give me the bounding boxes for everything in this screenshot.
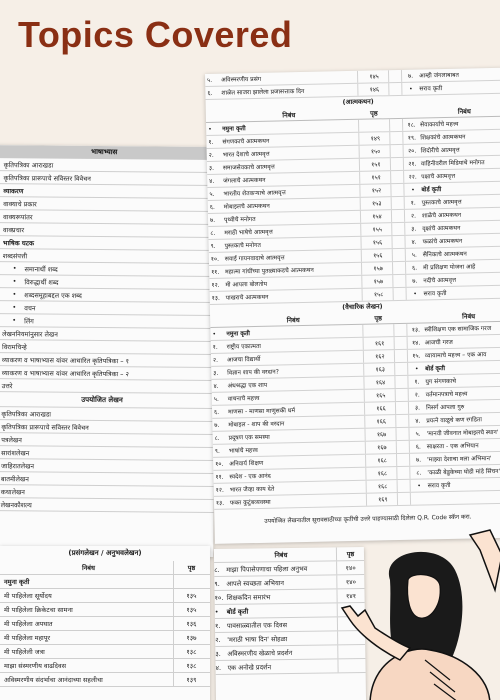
page-title: Topics Covered bbox=[18, 14, 293, 55]
item-title: भाषांचे महत्त्व bbox=[228, 446, 258, 455]
item-number-2: ६. bbox=[409, 440, 425, 452]
item-page: १६८ bbox=[365, 467, 397, 480]
item-title: संगणकाचे आत्मकथन bbox=[222, 137, 270, 146]
item-title: आजचा विद्यार्थी bbox=[226, 355, 261, 364]
item-page: १६२ bbox=[363, 350, 395, 363]
item-title-2: पक्षाचे आत्मवृत्त bbox=[421, 172, 456, 181]
item-title: पावसाळ्यातील एक दिवस bbox=[226, 621, 288, 630]
item-title: मी पाहिलेला महापूर bbox=[4, 634, 51, 642]
item-number: ६. bbox=[209, 203, 215, 211]
item-number-2: ३. bbox=[404, 223, 420, 235]
item-title: मी पाहिलेला सूर्योदय bbox=[4, 592, 52, 600]
column-header-essay: निबंध bbox=[286, 316, 300, 325]
item-number-2: • bbox=[403, 184, 419, 196]
item-number: • bbox=[214, 607, 219, 616]
list-item: पत्रलेखन bbox=[0, 433, 214, 448]
item-page: १३६ bbox=[173, 617, 209, 630]
item-number: ५. bbox=[207, 76, 213, 84]
item-number: ५. bbox=[213, 395, 219, 403]
list-item: वाक्याचे प्रकार bbox=[0, 197, 216, 212]
item-title: माझा संस्मरणीय वाढदिवस bbox=[4, 662, 67, 670]
table-row bbox=[0, 631, 210, 645]
item-title: मी पाहिलेला अपघात bbox=[4, 620, 53, 628]
item-page: १३७ bbox=[173, 631, 209, 644]
item-number: ८. bbox=[214, 565, 220, 575]
column-header-page: पृष्ठ bbox=[374, 314, 383, 323]
applied-writing-section-title: उपयोजित लेखन bbox=[0, 392, 215, 409]
item-title: जंगलाचे आत्मकथन bbox=[223, 176, 266, 185]
item-number-2: ३. bbox=[408, 401, 424, 413]
table-row bbox=[0, 603, 210, 617]
item-title: आपले स्वच्छता अभियान bbox=[226, 579, 285, 588]
item-number: ९. bbox=[214, 579, 220, 589]
item-number-2: १९. bbox=[402, 132, 418, 144]
item-number: ९. bbox=[214, 447, 221, 455]
item-title: भारतीय शेतकऱ्याचे आत्मवृत्त bbox=[223, 189, 286, 198]
section-label-narrative: (प्रसंगलेखन / अनुभवलेखन) bbox=[68, 549, 142, 557]
table-row bbox=[0, 673, 210, 687]
item-number: १०. bbox=[210, 255, 220, 263]
item-title-2: 'काळी बेडूकेच्या घोडी मांडे सिंचन' bbox=[427, 467, 500, 477]
table-row bbox=[0, 645, 210, 659]
list-item: कृतिपत्रिका प्रारूपाचे सविस्तर विवेचन bbox=[0, 420, 214, 435]
item-page: १४६ bbox=[357, 83, 389, 96]
item-number-2: २२. bbox=[403, 171, 419, 183]
item-page: १६८ bbox=[366, 480, 398, 493]
item-number-2: ६. bbox=[405, 262, 421, 274]
item-title-2: प्रयत्ने वाळूचे कण रगडिता bbox=[426, 416, 482, 425]
list-item: • विरुद्धार्थी शब्द bbox=[0, 275, 216, 290]
grammar-topics-sheet bbox=[0, 145, 217, 557]
item-number-2: २. bbox=[404, 210, 420, 222]
item-number-2: २१. bbox=[403, 158, 419, 170]
item-page: १४० bbox=[336, 575, 364, 588]
item-number: ४. bbox=[215, 663, 222, 673]
grammar-section-title: भाषाभ्यास bbox=[0, 145, 217, 160]
item-title: अंधश्रद्धा एक शाप bbox=[227, 381, 268, 390]
item-title-2: बोर्ड कृती bbox=[421, 186, 442, 194]
item-title: विज्ञान शाप की वरदान? bbox=[227, 368, 279, 377]
item-number: १३. bbox=[215, 499, 225, 507]
item-title-2 bbox=[426, 497, 500, 499]
item-title-2: मी प्रशिक्षण योजना आहे bbox=[423, 263, 476, 272]
list-item: • लिंग bbox=[0, 314, 215, 329]
item-number-2: ४. bbox=[408, 414, 424, 426]
qr-code-note: उपयोजित लेखनातील सुरावसाठीच्या कृतींची उत्तरे पाहण्यासाठी दिलेला Q.R. Code स्कॅन करा. bbox=[264, 513, 472, 525]
item-page: १५७ bbox=[361, 275, 393, 288]
item-number: ७. bbox=[209, 216, 216, 224]
item-title: भारत देशाचे आत्मवृत्त bbox=[222, 150, 270, 159]
item-page: १४१ bbox=[336, 589, 364, 602]
list-item: वाक्प्रचार bbox=[0, 223, 216, 238]
item-number: १. bbox=[214, 621, 221, 631]
item-page: १३५ bbox=[173, 603, 209, 616]
item-title-2: साक्षरता - एक अभियान bbox=[426, 442, 479, 451]
item-title: स्वदेश - एक आनंद bbox=[229, 472, 271, 481]
list-item: • समानार्थी शब्द bbox=[0, 262, 216, 277]
item-title: पुस्तकाचे मनोगत bbox=[224, 241, 261, 250]
item-page: १५१ bbox=[359, 158, 391, 171]
item-page: १३८ bbox=[173, 659, 209, 672]
item-number-2: १. bbox=[407, 375, 423, 387]
list-item: शब्दसंपत्ती bbox=[0, 249, 216, 264]
item-title: एक अनोखे प्रदर्शन bbox=[227, 663, 272, 672]
item-title: समाजसेवकाचे आत्मवृत्त bbox=[222, 163, 275, 172]
item-number-2: ७. bbox=[405, 275, 421, 287]
item-number-2: १५. bbox=[407, 349, 423, 361]
item-title-2: सैनिकाचे आत्मकथन bbox=[422, 250, 467, 259]
item-title: मी पाहिलेली जत्रा bbox=[4, 648, 45, 656]
item-number: १२. bbox=[211, 281, 220, 289]
item-page: १६७ bbox=[365, 441, 397, 454]
item-number: ८. bbox=[210, 229, 216, 237]
item-number-2: १८. bbox=[402, 119, 418, 131]
item-title-2: निसर्ग आपला गुरु bbox=[425, 403, 465, 412]
item-number: ६. bbox=[207, 89, 213, 97]
item-number: ४. bbox=[213, 382, 219, 390]
item-page: १३८ bbox=[173, 645, 209, 658]
item-title: अविस्मरणीय प्रसंग bbox=[221, 75, 262, 84]
item-page: १६३ bbox=[363, 363, 395, 376]
item-title-2: सराव कृती bbox=[423, 289, 447, 298]
woman-pointing-illustration bbox=[330, 510, 500, 700]
list-item: सारांशलेखन bbox=[0, 446, 214, 461]
list-item: • वचन bbox=[0, 301, 215, 316]
table-row bbox=[0, 617, 210, 631]
item-page: १५२ bbox=[359, 184, 391, 197]
item-title: नमुना कृती bbox=[222, 125, 246, 133]
list-item: जाहिरातलेखन bbox=[0, 459, 214, 474]
list-item: वाक्यरूपांतर bbox=[0, 210, 216, 225]
item-title: सवाई गायनवादाचे आत्मवृत्त bbox=[224, 254, 285, 263]
item-title-2: शाळेचे आत्मकथन bbox=[421, 211, 462, 220]
item-page bbox=[358, 119, 390, 132]
item-number: ३. bbox=[208, 164, 215, 172]
item-number: २. bbox=[212, 356, 219, 364]
list-item: बातमीलेखन bbox=[0, 472, 214, 487]
item-title: पृथ्वीचे मनोगत bbox=[223, 215, 256, 224]
column-header-essay: निबंध bbox=[82, 564, 95, 572]
item-title-2: 'मानवी जीवनात मोबाइलचे स्थान' bbox=[426, 428, 499, 438]
item-page: १५४ bbox=[360, 210, 392, 223]
section-label-autobiography: (आत्मकथन) bbox=[342, 97, 374, 107]
item-title: वाचनाचे महत्त्व bbox=[227, 394, 260, 403]
item-title: मी आपला बोलतोय bbox=[225, 280, 268, 289]
item-number: ५. bbox=[209, 190, 215, 198]
item-title: मोबाइल - शाप की वरदान bbox=[228, 420, 285, 429]
item-page: १५७ bbox=[361, 262, 393, 275]
item-number: ९. bbox=[210, 242, 216, 250]
item-page bbox=[362, 324, 394, 337]
item-page: १४५ bbox=[357, 70, 389, 83]
item-title: भारत जेव्हा काय देते bbox=[229, 485, 275, 494]
table-row bbox=[0, 575, 210, 589]
item-page: १३९ bbox=[173, 673, 209, 686]
item-title-2: नदीचे आत्मवृत्त bbox=[423, 276, 457, 285]
column-header-essay-2: निबंध bbox=[462, 312, 476, 321]
list-item: लेखननियमांनुसार लेखन bbox=[0, 327, 215, 342]
item-number: १. bbox=[212, 343, 218, 351]
item-page: १३५ bbox=[173, 589, 209, 602]
item-title-2: युग संगणकाचे bbox=[425, 377, 457, 386]
table-row bbox=[0, 589, 210, 603]
item-page: १५८ bbox=[362, 288, 394, 301]
item-title: मोबाइलचे आत्मकथन bbox=[223, 202, 270, 211]
item-number-2: • bbox=[401, 83, 417, 95]
item-number-2: ५. bbox=[408, 427, 424, 439]
column-header-page: पृष्ठ bbox=[336, 547, 364, 560]
item-title: महात्मा गांधींच्या पुतळ्याकडचे आत्मकथन bbox=[225, 266, 314, 276]
list-item: भाषिक घटक bbox=[0, 236, 216, 251]
item-number-2: २. bbox=[408, 388, 424, 400]
item-title: अविस्मरणीय संदर्भाचा आनंदाच्या सहलीचा bbox=[4, 676, 103, 684]
item-page: १६९ bbox=[366, 493, 398, 506]
item-title-2: फळांचे आत्मकथन bbox=[422, 237, 463, 246]
item-title: माझा पिपासेपणाचा पहिला अनुभव bbox=[226, 564, 308, 574]
item-number-2: १४. bbox=[407, 337, 423, 349]
list-item: व्याकरण व भाषाभ्यास यांवर आधारित कृतिपत्रिका – १ bbox=[0, 353, 215, 368]
item-title: बोर्ड कृती bbox=[226, 607, 249, 616]
item-title-2: आम्ही जंगलाबाबत bbox=[419, 71, 460, 80]
item-number: ६. bbox=[214, 408, 220, 416]
essay-contents-sheet bbox=[205, 68, 500, 544]
item-title: माणसा - माणसा माणुसकी धर्म bbox=[228, 407, 296, 416]
list-item: • शब्दसमूहाबद्दल एक शब्द bbox=[0, 288, 216, 303]
item-page: १४० bbox=[336, 561, 364, 574]
section-label-thoughtful-writing: (वैचारिक लेखन) bbox=[342, 302, 383, 312]
item-number-2: ८. bbox=[409, 466, 425, 478]
item-title: पाखराचे आत्मकथन bbox=[225, 293, 269, 302]
table-header bbox=[0, 561, 210, 575]
item-page: १५६ bbox=[361, 249, 393, 262]
list-item: लेखनकौशल्य bbox=[0, 498, 214, 513]
list-item: विरामचिन्हे bbox=[0, 340, 215, 355]
column-header-essay: निबंध bbox=[274, 551, 288, 560]
item-number-2: • bbox=[407, 362, 423, 374]
item-page: १६१ bbox=[363, 337, 395, 350]
item-number: ७. bbox=[214, 421, 220, 429]
list-item: कृतिपत्रिका आराखडा bbox=[0, 158, 217, 173]
item-page: १४९ bbox=[358, 132, 390, 145]
item-number: ११. bbox=[211, 268, 220, 276]
item-page: १६५ bbox=[364, 389, 396, 402]
item-number-2 bbox=[410, 492, 426, 504]
column-header-page: पृष्ठ bbox=[173, 561, 209, 574]
item-number-2: १३. bbox=[406, 324, 422, 336]
item-page: १५१ bbox=[359, 171, 391, 184]
list-item: व्याकरण व भाषाभ्यास यांवर आधारित कृतिपत्रिका – २ bbox=[0, 366, 215, 381]
item-title-2: वृक्षांचे आत्मकथन bbox=[422, 224, 461, 233]
narrative-essay-sheet bbox=[0, 546, 210, 700]
item-title: शाळेत साजरा झालेला प्रजासत्ताक दिन bbox=[221, 87, 305, 97]
item-title-2: शिक्षकांचे आत्मकथन bbox=[420, 133, 466, 142]
body-shape bbox=[370, 649, 490, 700]
item-number-2: १. bbox=[404, 197, 420, 209]
item-page: १६४ bbox=[363, 376, 395, 389]
item-page: १५५ bbox=[360, 223, 392, 236]
item-title-2: 'माझ्या देशाचा मला अभिमान' bbox=[427, 455, 492, 464]
list-item: कथालेखन bbox=[0, 485, 214, 500]
item-title: प्रदूषण एक समस्या bbox=[228, 433, 270, 442]
item-number: • bbox=[208, 125, 212, 133]
item-title-2: पुस्तकाचे आत्मवृत्त bbox=[421, 198, 462, 207]
item-page bbox=[173, 575, 209, 588]
item-title-2: सेवाकार्याचे महत्त्व bbox=[420, 120, 459, 129]
item-number-2: ४. bbox=[404, 236, 420, 248]
item-title: मराठी भाषेचे आत्मवृत्त bbox=[224, 228, 273, 237]
list-item: कृतिपत्रिका प्रारूपाचे सविस्तर विवेचन bbox=[0, 171, 217, 186]
item-title: अविस्मरणीय खेळाचे प्रदर्शन bbox=[227, 648, 293, 658]
item-number: • bbox=[212, 330, 217, 338]
item-title-2: वर्तमानपत्राचे महत्त्व bbox=[425, 390, 468, 399]
item-number: ८. bbox=[214, 434, 220, 442]
item-title: 'मराठी भाषा दिन' सोहळा bbox=[227, 635, 288, 644]
list-item: व्याकरण bbox=[0, 184, 216, 199]
item-number-2: ७. bbox=[409, 453, 425, 465]
raised-hand-icon bbox=[470, 530, 500, 590]
item-number-2: • bbox=[406, 288, 422, 300]
item-number: १. bbox=[208, 138, 214, 146]
item-number: १३. bbox=[211, 294, 220, 302]
item-page: १६७ bbox=[364, 428, 396, 441]
item-number: ४. bbox=[209, 177, 215, 185]
item-title-2: स्त्रीशिक्षण एक सामाजिक गरज bbox=[424, 325, 492, 334]
column-header-page: पृष्ठ bbox=[370, 109, 378, 118]
item-title-2: आजची गरज bbox=[424, 338, 453, 347]
item-number: २. bbox=[215, 635, 221, 645]
item-title: अनिवार्य शिक्षण bbox=[229, 459, 264, 468]
item-title-2: शिदोरीचे आत्मवृत्त bbox=[420, 146, 460, 155]
item-page: १६६ bbox=[364, 415, 396, 428]
item-number-2: २०. bbox=[403, 145, 419, 157]
item-number: ३. bbox=[215, 649, 221, 659]
item-title: फक्त कुटुंबव्यवस्था bbox=[229, 498, 271, 507]
item-number: १०. bbox=[214, 593, 224, 603]
item-title: शिक्षकदिन समारंभ bbox=[226, 593, 271, 602]
item-title-2: व्यायामाचे महत्त्व – एक आव bbox=[424, 351, 487, 360]
item-number: १२. bbox=[215, 486, 224, 494]
item-page: १६८ bbox=[365, 454, 397, 467]
item-page: १५६ bbox=[360, 236, 392, 249]
item-title-2: वाहिनीवरील मिडियाचे मनोगत bbox=[420, 159, 485, 168]
item-title: नमुना कृती bbox=[4, 578, 30, 586]
item-number: १०. bbox=[215, 460, 224, 468]
item-number: ११. bbox=[215, 473, 224, 481]
item-page: १६६ bbox=[364, 402, 396, 415]
item-number-2: • bbox=[410, 479, 426, 491]
item-title-2: सराव कृती bbox=[419, 85, 443, 93]
item-title: मी पाहिलेला क्रिकेटचा सामना bbox=[4, 606, 73, 614]
item-number-2: ७. bbox=[401, 70, 417, 82]
table-row bbox=[0, 659, 210, 673]
item-number: ३. bbox=[213, 369, 219, 377]
item-number: २. bbox=[208, 151, 214, 159]
item-title-2: सराव कृती bbox=[427, 481, 451, 490]
item-title-2: बोर्ड कृती bbox=[425, 365, 446, 373]
list-item: कृतिपत्रिका आराखडा bbox=[0, 407, 214, 422]
column-header-essay: निबंध bbox=[282, 111, 296, 120]
item-number-2: ५. bbox=[405, 249, 421, 261]
item-page: १५० bbox=[359, 145, 391, 158]
item-title: राष्ट्रीय एकात्मता bbox=[226, 342, 261, 351]
column-header-essay-2: निबंध bbox=[457, 107, 471, 116]
item-title: नमुना कृती bbox=[226, 330, 251, 338]
list-item: उत्तरे bbox=[0, 379, 215, 394]
item-page: १५३ bbox=[360, 197, 392, 210]
